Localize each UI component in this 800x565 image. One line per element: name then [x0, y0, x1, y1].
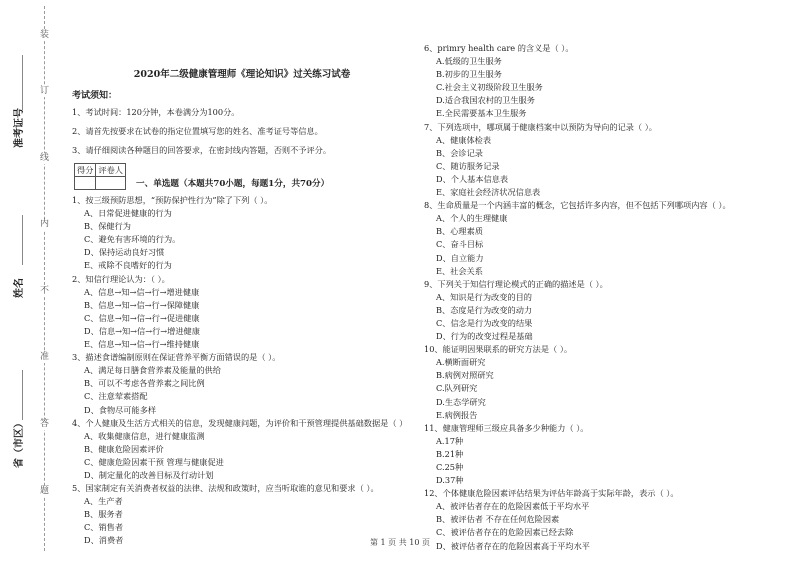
answer-option[interactable]: B、可以不考虑各营养素之间比例 [84, 378, 205, 389]
province-label: 省（市区） [14, 418, 25, 468]
answer-option[interactable]: C.队列研究 [436, 383, 478, 394]
answer-option[interactable]: A.横断面研究 [436, 357, 486, 368]
answer-option[interactable]: D.适合我国农村的卫生服务 [436, 95, 535, 106]
answer-option[interactable]: A、信息→知→信→行→增进健康 [84, 286, 200, 297]
answer-option[interactable]: C、注意荤素搭配 [84, 391, 148, 402]
name-label: 姓名 [14, 278, 25, 298]
question-text: 7、下列选项中，哪项属于健康档案中以预防为导向的记录（ ）。 [424, 121, 657, 132]
question-text: 10、能证明因果联系的研究方法是（ ）。 [424, 344, 573, 355]
score-cell[interactable] [75, 177, 96, 190]
notice-item: 3、请仔细阅读各种题目的回答要求，在密封线内答题，否则不予评分。 [72, 145, 332, 155]
answer-option[interactable]: B、保健行为 [84, 221, 131, 232]
name-line[interactable] [22, 215, 23, 265]
page-number: 第 1 页 共 10 页 [370, 538, 430, 547]
answer-option[interactable]: C.社会主义初级阶段卫生服务 [436, 82, 543, 93]
answer-option[interactable]: C、被评估者存在的危险因素已经去除 [436, 527, 574, 538]
question-text: 11、健康管理师三级应具备多少种能力（ ）。 [424, 422, 589, 433]
answer-option[interactable]: B、信息→知→信→行→保障健康 [84, 299, 200, 310]
answer-option[interactable]: A、健康体检表 [436, 134, 492, 145]
answer-option[interactable]: E.病例报告 [436, 409, 478, 420]
question-text: 8、生命质量是一个内涵丰富的概念，它包括许多内容，但不包括下列哪项内容（ ）。 [424, 200, 731, 211]
question-text: 9、下列关于知信行理论模式的正确的描述是（ ）。 [424, 278, 608, 289]
answer-option[interactable]: C、健康危险因素干预 管理与健康促进 [84, 456, 224, 467]
answer-option[interactable]: A、日常促进健康的行为 [84, 208, 172, 219]
seal-mark: 装 [39, 30, 49, 40]
answer-option[interactable]: A.低级的卫生服务 [436, 56, 502, 67]
page-title: 2020年二级健康管理师《理论知识》过关练习试卷 [133, 69, 351, 80]
seal-mark: 订 [39, 86, 49, 96]
answer-option[interactable]: C、信念是行为改变的结果 [436, 317, 533, 328]
question-text: 4、个人健康及生活方式相关的信息，发现健康问题，为评价和干预管理提供基础数据是（ ） [72, 417, 408, 428]
answer-option[interactable]: D.生态学研究 [436, 396, 486, 407]
question-text: 5、国家制定有关消费者权益的法律、法规和政策时，应当听取谁的意见和要求（ ）。 [72, 483, 379, 494]
seal-mark: 答 [39, 419, 49, 429]
answer-option[interactable]: D、自立能力 [436, 252, 484, 263]
question-text: 2、知信行理论认为：（ ）。 [72, 273, 170, 284]
answer-option[interactable]: E、戒除不良嗜好的行为 [84, 260, 172, 271]
answer-option[interactable]: A、收集健康信息，进行健康监测 [84, 430, 205, 441]
answer-option[interactable]: D、制定量化的改善目标及行动计划 [84, 469, 214, 480]
answer-option[interactable]: D、个人基本信息表 [436, 173, 509, 184]
answer-option[interactable]: D、信息→知→信→行→增进健康 [84, 325, 200, 336]
score-label: 得分 [75, 164, 96, 177]
answer-option[interactable]: D.37种 [436, 475, 464, 486]
left-question-column [72, 194, 412, 548]
seal-mark: 内 [39, 219, 49, 229]
answer-option[interactable]: B.21种 [436, 448, 464, 459]
grader-label: 评卷人 [96, 164, 126, 177]
right-question-column [424, 42, 780, 553]
answer-option[interactable]: D、食物尽可能多样 [84, 404, 157, 415]
question-text: 12、个体健康危险因素评估结果为评估年龄高于实际年龄，表示（ ）。 [424, 488, 679, 499]
notice-item: 1、考试时间：120分钟，本卷满分为100分。 [72, 107, 240, 117]
answer-option[interactable]: C、销售者 [84, 522, 124, 533]
question-text: 6、primry health care 的含义是（ ）。 [424, 43, 574, 53]
answer-option[interactable]: E、信息→知→信→行→维持健康 [84, 339, 200, 350]
seal-mark: 不 [39, 286, 49, 296]
answer-option[interactable]: B.初步的卫生服务 [436, 69, 502, 80]
seal-mark: 准 [39, 352, 49, 362]
answer-option[interactable]: B、健康危险因素评价 [84, 443, 164, 454]
answer-option[interactable]: A、个人的生理健康 [436, 213, 508, 224]
answer-option[interactable]: A、被评估者存在的危险因素低于平均水平 [436, 501, 590, 512]
answer-option[interactable]: A.17种 [436, 435, 464, 446]
answer-option[interactable]: B.病例对照研究 [436, 370, 494, 381]
exam-number-line[interactable] [22, 55, 23, 110]
answer-option[interactable]: C、随访服务记录 [436, 160, 500, 171]
answer-option[interactable]: B、被评估者 不存在任何危险因素 [436, 514, 560, 525]
answer-option[interactable]: A、知识是行为改变的目的 [436, 291, 532, 302]
answer-option[interactable]: C、奋斗目标 [436, 239, 484, 250]
exam-number-label: 准考证号 [14, 108, 25, 148]
notice-item: 2、请首先按要求在试卷的指定位置填写您的姓名、准考证号等信息。 [72, 126, 323, 136]
answer-option[interactable]: B、服务者 [84, 509, 123, 520]
answer-option[interactable]: C.25种 [436, 462, 464, 472]
seal-mark: 线 [39, 153, 49, 163]
answer-option[interactable]: D、消费者 [84, 535, 124, 546]
notice-heading: 考试须知： [72, 91, 118, 101]
answer-option[interactable]: E.全民需要基本卫生服务 [436, 108, 527, 119]
section-heading: 一、单选题（本题共70小题，每题1分，共70分） [136, 179, 330, 189]
seal-mark: 题 [39, 486, 49, 496]
answer-option[interactable]: E、家庭社会经济状况信息表 [436, 187, 541, 198]
answer-option[interactable]: A、生产者 [84, 496, 123, 507]
answer-option[interactable]: D、被评估者存在的危险因素高于平均水平 [436, 540, 590, 551]
answer-option[interactable]: B、会诊记录 [436, 147, 483, 158]
answer-option[interactable]: B、心理素质 [436, 226, 483, 237]
binding-margin [0, 0, 60, 565]
answer-option[interactable]: D、保持运动良好习惯 [84, 247, 165, 258]
answer-option[interactable]: D、行为的改变过程是基础 [436, 331, 533, 342]
province-line[interactable] [22, 370, 23, 420]
answer-option[interactable]: B、态度是行为改变的动力 [436, 304, 533, 315]
question-text: 3、描述食谱编制原则在保证营养平衡方面错误的是（ ）。 [72, 352, 281, 363]
answer-option[interactable]: A、满足每日膳食营养素及能量的供给 [84, 365, 221, 376]
question-text: 1、按三级预防思想，“预防保护性行为”除了下列（ ）。 [72, 195, 273, 205]
answer-option[interactable]: E、社会关系 [436, 265, 483, 276]
score-table [74, 163, 126, 190]
grader-cell[interactable] [96, 177, 126, 190]
answer-option[interactable]: C、避免有害环境的行为。 [84, 234, 181, 245]
answer-option[interactable]: C、信息→知→信→行→促进健康 [84, 312, 200, 323]
